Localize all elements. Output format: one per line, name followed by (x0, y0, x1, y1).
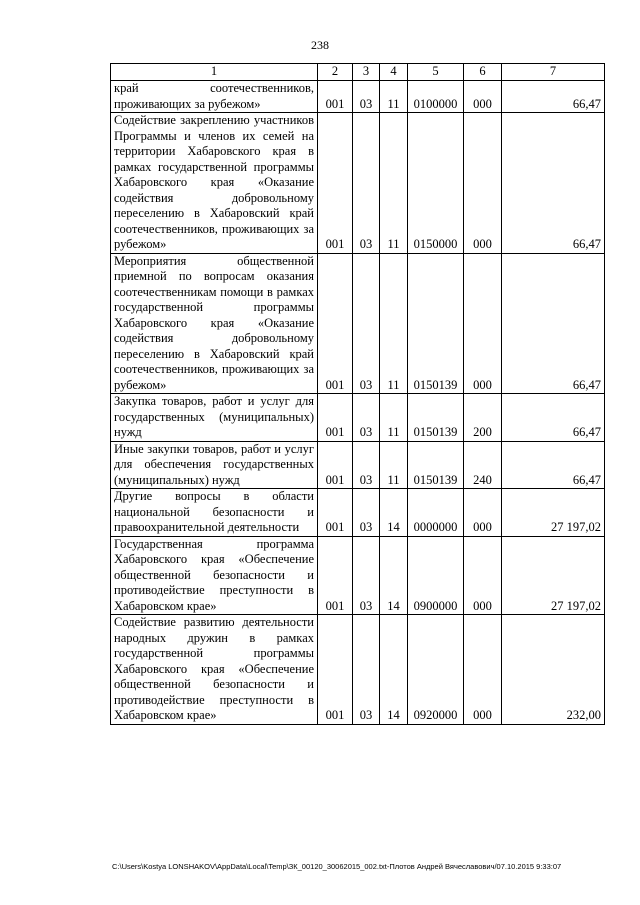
column-header: 5 (408, 64, 464, 81)
cell-amount: 66,47 (502, 81, 605, 113)
table-row (111, 441, 605, 489)
cell-col2: 001 (318, 489, 353, 537)
cell-col6: 000 (464, 81, 502, 113)
cell-col3: 03 (353, 489, 380, 537)
cell-col3: 03 (353, 441, 380, 489)
budget-table (110, 63, 605, 725)
cell-amount: 66,47 (502, 113, 605, 254)
table-header-row (111, 64, 605, 81)
cell-amount: 27 197,02 (502, 536, 605, 615)
cell-col5: 0900000 (408, 536, 464, 615)
table-row (111, 253, 605, 394)
table-row (111, 394, 605, 442)
table-row (111, 615, 605, 725)
table-row (111, 489, 605, 537)
cell-amount: 232,00 (502, 615, 605, 725)
cell-col5: 0150139 (408, 441, 464, 489)
cell-col3: 03 (353, 253, 380, 394)
column-header: 2 (318, 64, 353, 81)
cell-col5: 0000000 (408, 489, 464, 537)
cell-col3: 03 (353, 615, 380, 725)
column-header: 4 (380, 64, 408, 81)
row-name: Мероприятия общественной приемной по вопросам оказания соотечественникам помощи в рамках государственной программы Хабаровского края «Оказание содействия добровольному переселению в Хабаровский край соотечественников, проживающих за рубежом» (111, 253, 318, 394)
cell-amount: 66,47 (502, 394, 605, 442)
cell-col3: 03 (353, 113, 380, 254)
row-name: Государственная программа Хабаровского края «Обеспечение общественной безопасности и противодействие преступности в Хабаровском крае» (111, 536, 318, 615)
cell-col6: 200 (464, 394, 502, 442)
cell-col6: 000 (464, 615, 502, 725)
cell-col4: 11 (380, 253, 408, 394)
row-name: Иные закупки товаров, работ и услуг для обеспечения государственных (муниципальных) нужд (111, 441, 318, 489)
cell-col5: 0100000 (408, 81, 464, 113)
page-number: 238 (311, 38, 329, 52)
row-name: Содействие развитию деятельности народных дружин в рамках государственной программы Хабаровского края «Обеспечение общественной безопасности и противодействие преступности в Хабаровском крае» (111, 615, 318, 725)
cell-col6: 000 (464, 113, 502, 254)
cell-col2: 001 (318, 113, 353, 254)
cell-col4: 14 (380, 489, 408, 537)
cell-col5: 0150000 (408, 113, 464, 254)
cell-col5: 0150139 (408, 253, 464, 394)
row-name: край соотечественников, проживающих за рубежом» (111, 81, 318, 113)
column-header: 7 (502, 64, 605, 81)
cell-col5: 0150139 (408, 394, 464, 442)
table-row (111, 81, 605, 113)
cell-col2: 001 (318, 253, 353, 394)
cell-col4: 11 (380, 113, 408, 254)
cell-col6: 000 (464, 489, 502, 537)
file-path-footer: C:\Users\Kostya LONSHAKOV\AppData\Local\Temp\ЗК_00120_30062015_002.txt-Плотов Андрей Вячеславович/07.10.2015 9:33:07 (112, 862, 562, 871)
table-row (111, 536, 605, 615)
column-header: 3 (353, 64, 380, 81)
cell-amount: 66,47 (502, 441, 605, 489)
cell-amount: 27 197,02 (502, 489, 605, 537)
row-name: Содействие закреплению участников Программы и членов их семей на территории Хабаровского края в рамках государственной программы Хабаровского края «Оказание содействия добровольному переселению в Хабаровский край соотечественников, проживающих за рубежом» (111, 113, 318, 254)
cell-col4: 11 (380, 441, 408, 489)
cell-col3: 03 (353, 536, 380, 615)
cell-col5: 0920000 (408, 615, 464, 725)
cell-col3: 03 (353, 81, 380, 113)
cell-col6: 000 (464, 253, 502, 394)
cell-col2: 001 (318, 394, 353, 442)
cell-col4: 14 (380, 536, 408, 615)
row-name: Закупка товаров, работ и услуг для государственных (муниципальных) нужд (111, 394, 318, 442)
cell-col2: 001 (318, 615, 353, 725)
cell-col4: 11 (380, 394, 408, 442)
cell-col2: 001 (318, 81, 353, 113)
column-header: 6 (464, 64, 502, 81)
cell-amount: 66,47 (502, 253, 605, 394)
cell-col3: 03 (353, 394, 380, 442)
cell-col6: 240 (464, 441, 502, 489)
cell-col6: 000 (464, 536, 502, 615)
cell-col4: 14 (380, 615, 408, 725)
cell-col2: 001 (318, 536, 353, 615)
row-name: Другие вопросы в области национальной безопасности и правоохранительной деятельности (111, 489, 318, 537)
column-header: 1 (111, 64, 318, 81)
table-row (111, 113, 605, 254)
cell-col2: 001 (318, 441, 353, 489)
cell-col4: 11 (380, 81, 408, 113)
